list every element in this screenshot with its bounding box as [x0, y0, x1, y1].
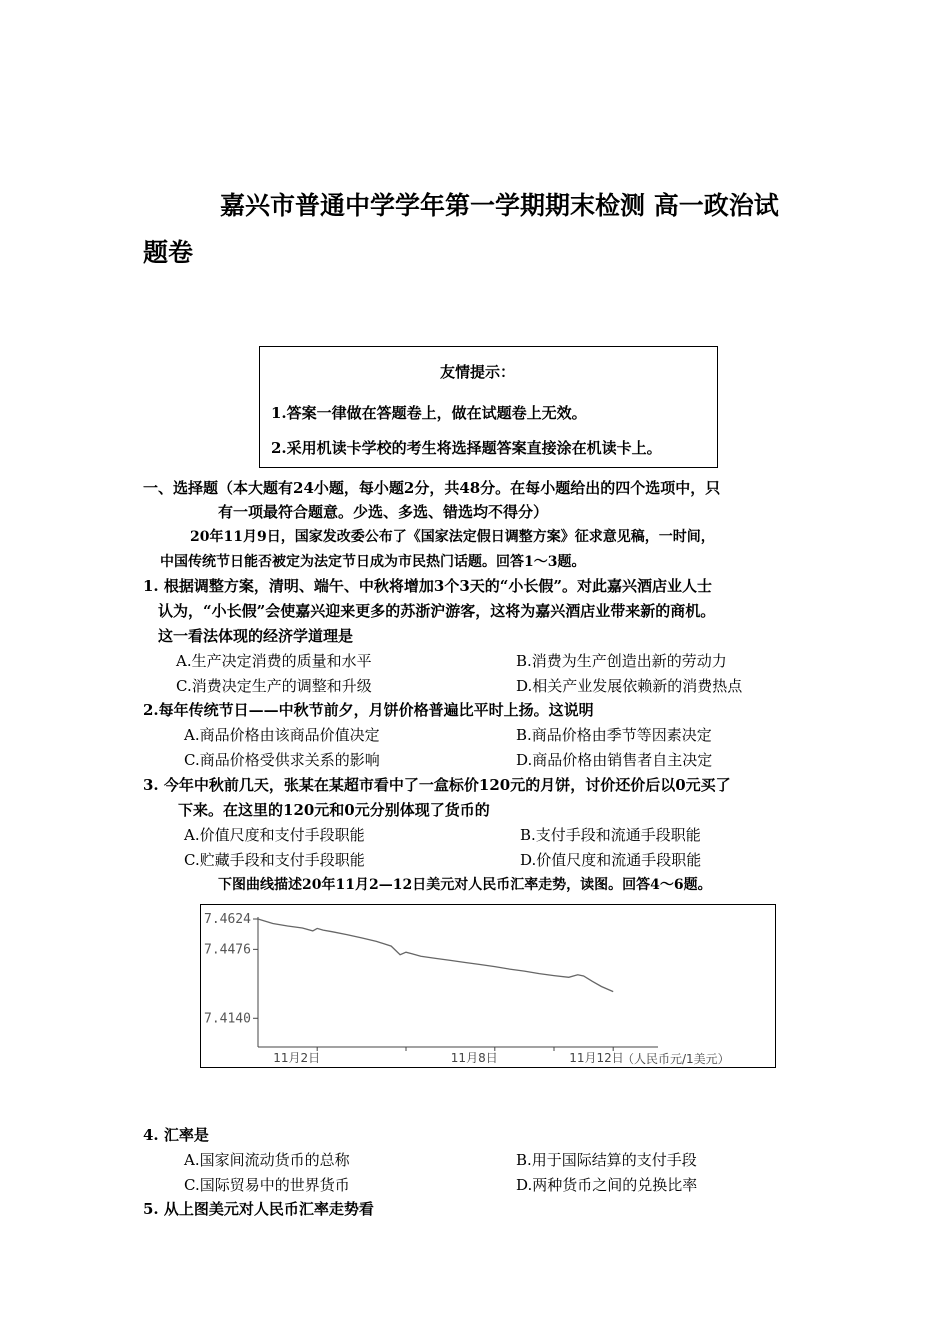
question-1-stem-line2: 认为，“小长假”会使嘉兴迎来更多的苏浙沪游客，这将为嘉兴酒店业带来新的商机。 [158, 602, 716, 620]
exchange-rate-chart [200, 904, 776, 1068]
question-1-option-a: A.生产决定消费的质量和水平 [176, 652, 372, 670]
question-3-option-d: D.价值尺度和流通手段职能 [520, 851, 702, 869]
question-2-stem: 2.每年传统节日——中秋节前夕，月饼价格普遍比平时上扬。这说明 [143, 701, 594, 719]
x-tick-label: 11月12日 [569, 1051, 624, 1065]
intro-passage-1-continued: 中国传统节日能否被定为法定节日成为市民热门话题。回答1～3题。 [160, 554, 586, 570]
question-1-stem-line3: 这一看法体现的经济学道理是 [158, 627, 354, 645]
page-title-continued: 题卷 [143, 238, 194, 267]
question-1-option-c: C.消费决定生产的调整和升级 [176, 677, 372, 695]
x-axis-unit-label: （人民币元/1美元） [622, 1052, 730, 1066]
tips-heading: 友情提示： [440, 363, 516, 381]
question-1-stem: 1. 根据调整方案，清明、端午、中秋将增加3个3天的“小长假”。对此嘉兴酒店业人士 [143, 577, 713, 595]
intro-passage-1: 20年11月9日，国家发改委公布了《国家法定假日调整方案》征求意见稿，一时间， [190, 529, 715, 545]
y-tick-label: 7.4140 [204, 1011, 251, 1027]
question-2-option-b: B.商品价格由季节等因素决定 [516, 726, 712, 744]
x-tick-label: 11月8日 [450, 1051, 498, 1065]
question-5-stem: 5. 从上图美元对人民币汇率走势看 [143, 1200, 374, 1218]
question-4-option-d: D.两种货币之间的兑换比率 [516, 1176, 698, 1194]
question-2-option-d: D.商品价格由销售者自主决定 [516, 751, 713, 769]
question-4-option-c: C.国际贸易中的世界货币 [184, 1176, 350, 1194]
tips-item-2: 2.采用机读卡学校的考生将选择题答案直接涂在机读卡上。 [271, 439, 662, 457]
y-tick-label: 7.4476 [204, 942, 251, 958]
question-1-option-d: D.相关产业发展依赖新的消费热点 [516, 677, 743, 695]
question-4-stem: 4. 汇率是 [143, 1126, 209, 1144]
question-4-option-a: A.国家间流动货币的总称 [184, 1151, 350, 1169]
question-2-option-c: C.商品价格受供求关系的影响 [184, 751, 380, 769]
section-heading-continued: 有一项最符合题意。少选、多选、错选均不得分） [218, 503, 549, 521]
exchange-rate-line [258, 919, 613, 992]
question-3-option-b: B.支付手段和流通手段职能 [520, 826, 701, 844]
question-4-option-b: B.用于国际结算的支付手段 [516, 1151, 697, 1169]
question-3-stem-line2: 下来。在这里的120元和0元分别体现了货币的 [178, 801, 490, 819]
y-tick-label: 7.4624 [204, 912, 251, 927]
section-heading: 一、选择题（本大题有24小题，每小题2分，共48分。在每小题给出的四个选项中，只 [143, 479, 721, 497]
question-2-option-a: A.商品价格由该商品价值决定 [184, 726, 380, 744]
tips-item-1: 1.答案一律做在答题卷上，做在试题卷上无效。 [271, 404, 587, 422]
question-1-option-b: B.消费为生产创造出新的劳动力 [516, 652, 727, 670]
question-3-option-a: A.价值尺度和支付手段职能 [184, 826, 365, 844]
question-3-stem: 3. 今年中秋前几天，张某在某超市看中了一盒标价120元的月饼，讨价还价后以0元买了 [143, 776, 731, 794]
x-tick-label: 11月2日 [273, 1051, 321, 1065]
question-3-option-c: C.贮藏手段和支付手段职能 [184, 851, 365, 869]
intro-passage-2: 下图曲线描述20年11月2—12日美元对人民币汇率走势，读图。回答4～6题。 [218, 877, 712, 893]
page-title: 嘉兴市普通中学学年第一学期期末检测 高一政治试 [220, 191, 779, 220]
